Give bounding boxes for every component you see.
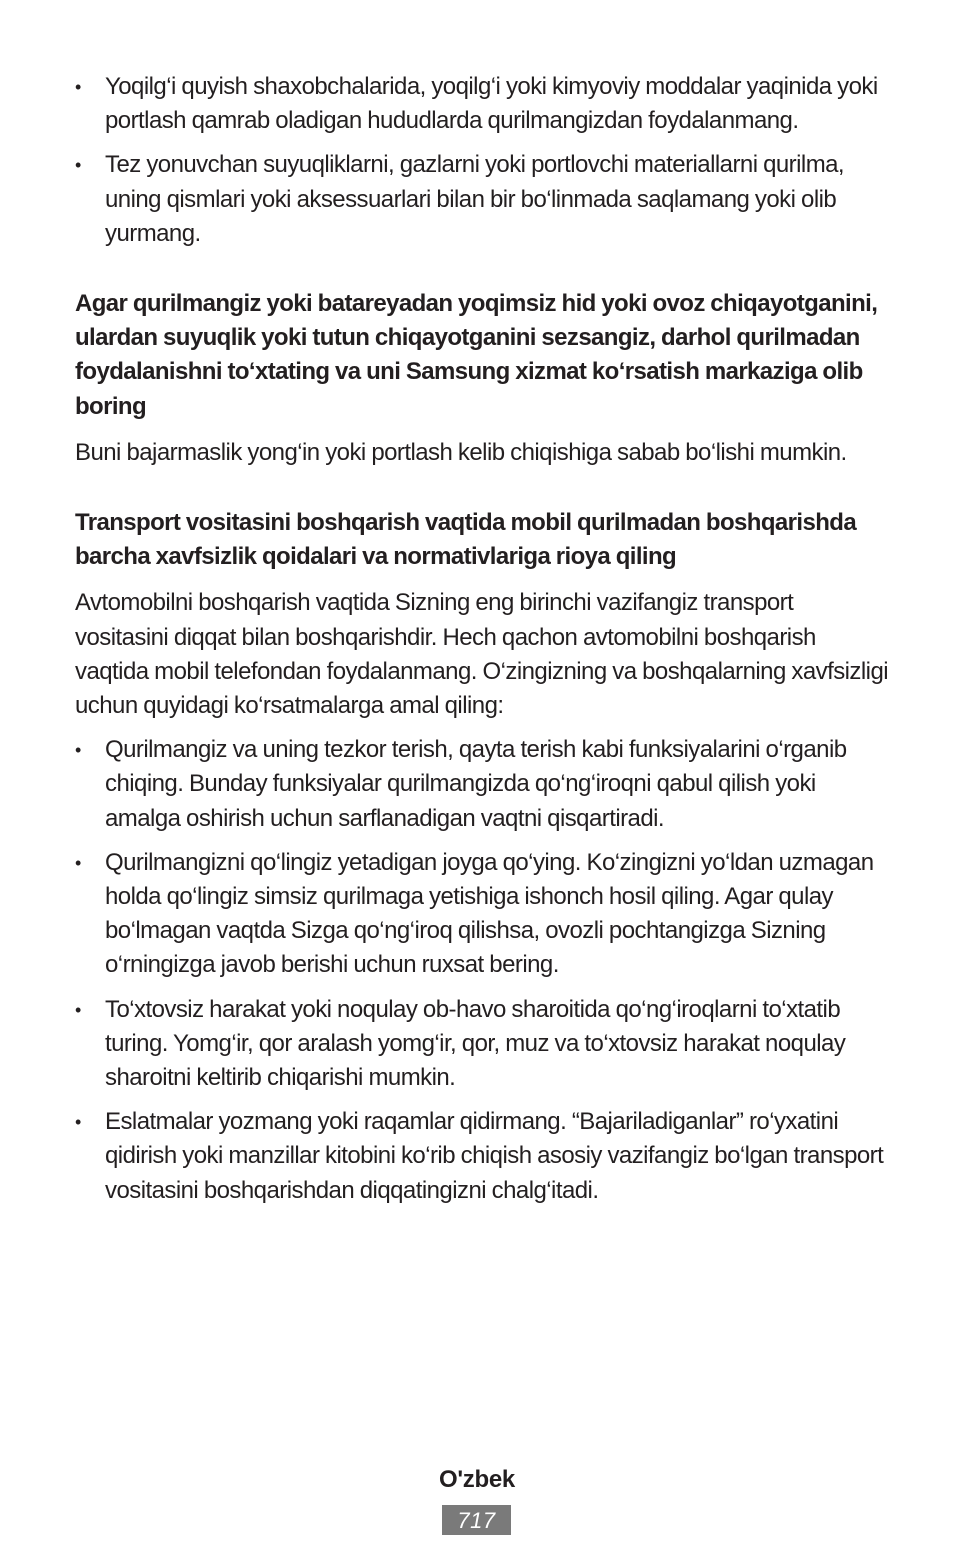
list-item-text: Tez yonuvchan suyuqliklarni, gazlarni yoki portlovchi materiallarni qurilma, uning qismlari yoki aksessuarlari bilan bir bo‘linmada saqlamang yoki olib yurmang. bbox=[105, 151, 845, 247]
list-item bbox=[75, 993, 890, 1096]
top-bullet-list bbox=[75, 70, 890, 251]
list-item-text: Qurilmangizni qo‘lingiz yetadigan joyga qo‘ying. Ko‘zingizni yo‘ldan uzmagan holda qo‘lingiz simsiz qurilmaga yetishiga ishonch hosil qiling. Agar qulay bo‘lmagan vaqtda Sizga qo‘ng‘iroq qilishsa, ovozli pochtangizga Sizning o‘rningizga javob berishi uchun ruxsat bering. bbox=[105, 848, 874, 979]
list-item bbox=[75, 70, 890, 138]
list-item bbox=[75, 733, 890, 836]
page-content bbox=[75, 70, 890, 1218]
list-item-text: Qurilmangiz va uning tezkor terish, qayta terish kabi funksiyalarini o‘rganib chiqing. Bunday funksiyalar qurilmangizda qo‘ng‘iroqni qabul qilish yoki amalga oshirish uchun sarflanadigan vaqtni qisqartiradi. bbox=[105, 736, 847, 832]
bullet-marker: • bbox=[75, 852, 81, 873]
section-heading-driving: Transport vositasini boshqarish vaqtida mobil qurilmadan boshqarishda barcha xavfsizlik qoidalari va normativlariga rioya qiling bbox=[75, 509, 857, 571]
bullet-marker: • bbox=[75, 1112, 81, 1133]
list-item-text: To‘xtovsiz harakat yoki noqulay ob-havo sharoitida qo‘ng‘iroqlarni to‘xtatib turing. Yomg‘ir, qor aralash yomg‘ir, qor, muz va to‘xtovsiz harakat noqulay sharoitni keltirib chiqarishi mumkin. bbox=[105, 995, 846, 1092]
page-number-badge: 717 bbox=[442, 1505, 511, 1535]
list-item-text: Eslatmalar yozmang yoki raqamlar qidirmang. “Bajariladiganlar” ro‘yxatini qidirish yoki manzillar kitobini ko‘rib chiqish asosiy vazifangiz bo‘lgan transport vositasini boshqarishdan diqqatingizni chalg‘itadi. bbox=[105, 1108, 884, 1204]
bullet-marker: • bbox=[75, 740, 81, 761]
driving-bullet-list bbox=[75, 733, 890, 1208]
footer-language-label: O'zbek bbox=[439, 1466, 515, 1493]
section-paragraph-battery-smell: Buni bajarmaslik yong‘in yoki portlash kelib chiqishiga sabab bo‘lishi mumkin. bbox=[75, 438, 847, 466]
list-item-text: Yoqilg‘i quyish shaxobchalarida, yoqilg‘i yoki kimyoviy moddalar yaqinida yoki portlash qamrab oladigan hududlarda qurilmangizdan foydalanmang. bbox=[105, 73, 878, 135]
bullet-marker: • bbox=[75, 155, 81, 176]
list-item bbox=[75, 148, 890, 251]
section-heading-battery-smell: Agar qurilmangiz yoki batareyadan yoqimsiz hid yoki ovoz chiqayotganini, ulardan suyuqlik yoki tutun chiqayotganini sezsangiz, darhol qurilmadan foydalanishni to‘xtating va uni Samsung xizmat ko‘rsatish markaziga olib boring bbox=[75, 290, 878, 420]
section-paragraph-driving: Avtomobilni boshqarish vaqtida Sizning eng birinchi vazifangiz transport vositasini diqqat bilan boshqarishdir. Hech qachon avtomobilni boshqarish vaqtida mobil telefondan foydalanmang. O‘zingizning va boshqalarning xavfsizligi uchun quyidagi ko‘rsatmalarga amal qiling: bbox=[75, 589, 889, 720]
bullet-marker: • bbox=[75, 77, 81, 97]
list-item bbox=[75, 846, 890, 983]
list-item bbox=[75, 1105, 890, 1208]
bullet-marker: • bbox=[75, 999, 81, 1020]
